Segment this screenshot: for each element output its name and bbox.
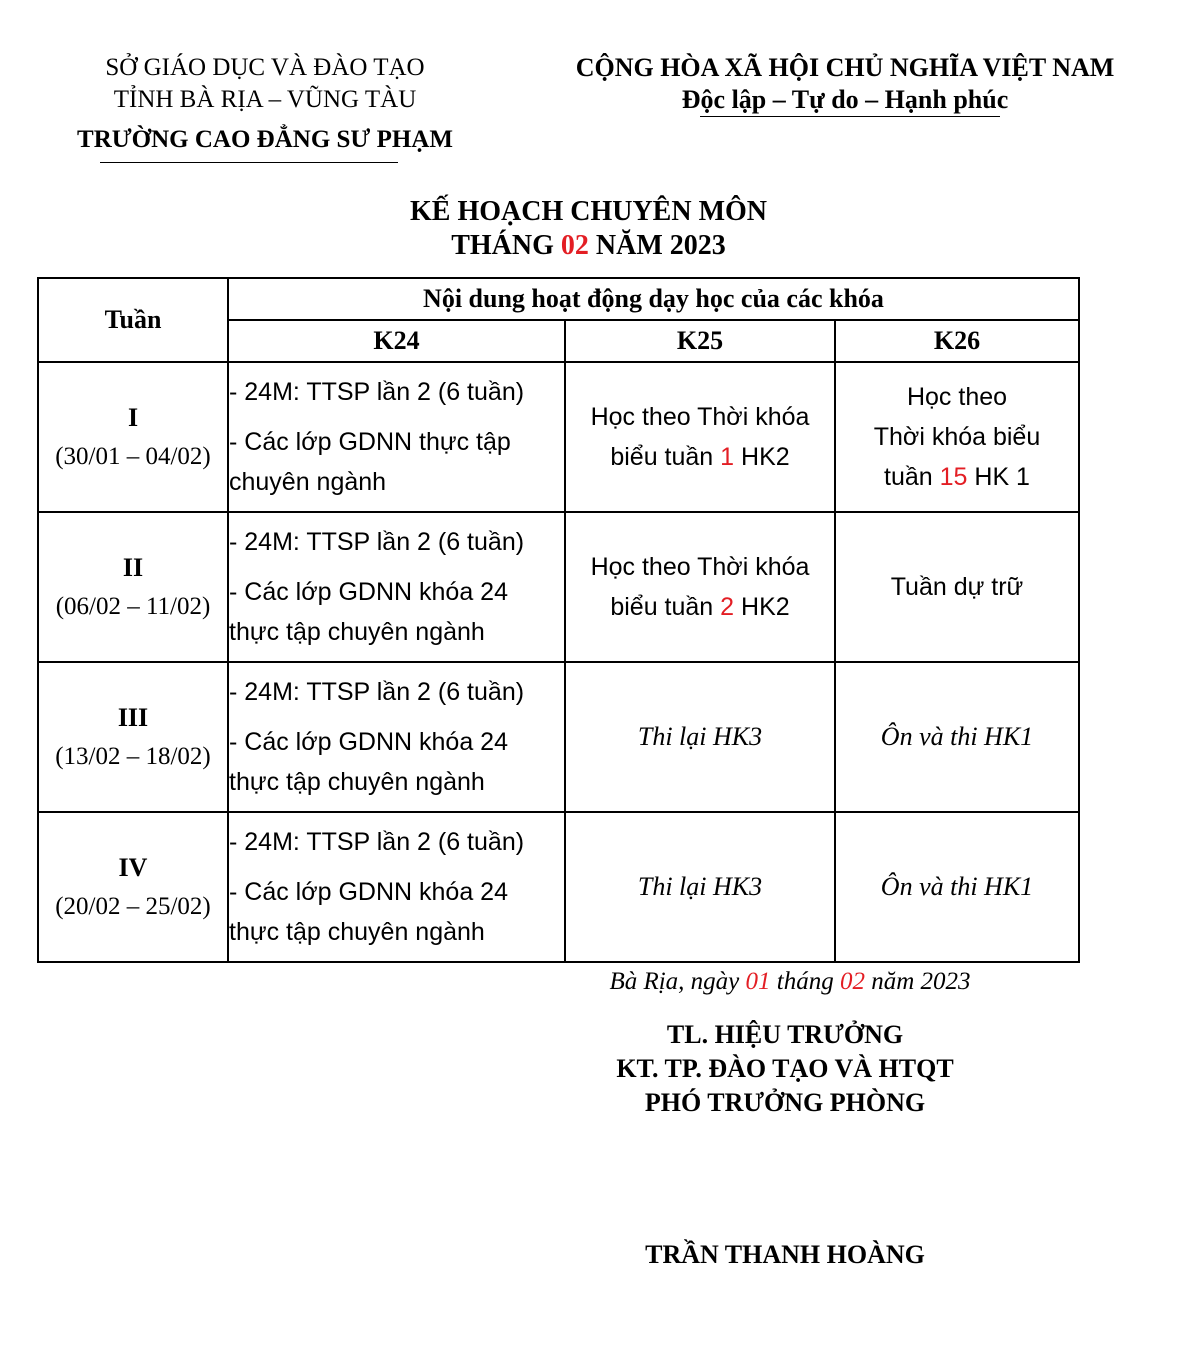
week-number: IV: [118, 852, 148, 882]
header-left: [40, 52, 490, 156]
k24-line: thực tập chuyên ngành: [229, 918, 485, 946]
table-row: [38, 812, 1079, 962]
k24-line: thực tập chuyên ngành: [229, 768, 485, 796]
group-header: Nội dung hoạt động dạy học của các khóa: [228, 278, 1079, 320]
department-name: SỞ GIÁO DỤC VÀ ĐÀO TẠO: [105, 54, 425, 81]
title-month: 02: [560, 230, 589, 261]
col-k25-header: K25: [565, 320, 835, 362]
k24-line: - 24M: TTSP lần 2 (6 tuần): [229, 378, 525, 406]
k26-text: Ôn và thi HK1: [880, 872, 1034, 901]
k24-line: - Các lớp GDNN khóa 24: [229, 728, 508, 756]
k25-text: Thi lại HK3: [637, 872, 763, 901]
k25-text: Học theo Thời khóa: [590, 403, 810, 431]
table-row: [38, 512, 1079, 662]
k25-text: biểu tuần: [610, 443, 721, 471]
week-range: (13/02 – 18/02): [55, 742, 211, 770]
k24-cell: [228, 512, 565, 662]
signatory-name: TRẦN THANH HOÀNG: [645, 1240, 925, 1269]
date-month: 02: [839, 968, 865, 995]
motto-underline: [700, 116, 1000, 117]
table-row: [38, 662, 1079, 812]
k24-cell: [228, 362, 565, 512]
k26-week-number: 15: [939, 463, 968, 491]
k26-text: Thời khóa biểu: [873, 423, 1041, 451]
k24-line: chuyên ngành: [229, 468, 387, 496]
col-k26-header: K26: [835, 320, 1079, 362]
week-cell: [38, 362, 228, 512]
k25-cell: [565, 662, 835, 812]
week-number: I: [127, 402, 139, 432]
school-underline: [100, 162, 398, 163]
signatory-line-2: KT. TP. ĐÀO TẠO VÀ HTQT: [616, 1054, 954, 1083]
header-right: [545, 52, 1145, 116]
col-k24-header: K24: [228, 320, 565, 362]
k24-line: - 24M: TTSP lần 2 (6 tuần): [229, 828, 525, 856]
k25-text: Thi lại HK3: [637, 722, 763, 751]
week-number: II: [122, 552, 144, 582]
k25-cell: [565, 812, 835, 962]
week-range: (20/02 – 25/02): [55, 892, 211, 920]
k24-line: - 24M: TTSP lần 2 (6 tuần): [229, 678, 525, 706]
title-year: NĂM 2023: [588, 230, 726, 261]
table-row: [38, 362, 1079, 512]
k25-cell: [565, 512, 835, 662]
week-number: III: [117, 702, 149, 732]
date-suffix: năm 2023: [864, 968, 971, 995]
date-day: 01: [745, 968, 771, 995]
k25-cell: [565, 362, 835, 512]
k26-text: tuần: [884, 463, 940, 491]
col-week-header: Tuần: [38, 278, 228, 362]
signatory-line-3: PHÓ TRƯỞNG PHÒNG: [644, 1088, 926, 1117]
k25-week-number: 1: [720, 443, 735, 471]
title-line-1: KẾ HOẠCH CHUYÊN MÔN: [410, 196, 767, 227]
k24-line: - Các lớp GDNN khóa 24: [229, 878, 508, 906]
k25-text: Học theo Thời khóa: [590, 553, 810, 581]
week-cell: [38, 662, 228, 812]
k24-line: - Các lớp GDNN thực tập: [229, 428, 511, 456]
signatory-line-1: TL. HIỆU TRƯỞNG: [666, 1020, 904, 1049]
k26-text: HK 1: [967, 463, 1030, 491]
k26-text: Học theo: [906, 383, 1008, 411]
signing-date: [540, 968, 1040, 996]
k26-cell: Tuần dự trữ: [835, 512, 1079, 662]
date-middle: tháng: [770, 968, 840, 995]
week-cell: [38, 512, 228, 662]
k24-line: thực tập chuyên ngành: [229, 618, 485, 646]
table-header-row-1: [38, 278, 1079, 320]
k24-line: - Các lớp GDNN khóa 24: [229, 578, 508, 606]
k25-text: biểu tuần: [610, 593, 721, 621]
plan-table: [37, 277, 1080, 963]
k24-cell: [228, 662, 565, 812]
school-name: TRƯỜNG CAO ĐẲNG SƯ PHẠM: [77, 126, 453, 153]
title-line-2: [0, 229, 1177, 263]
k26-cell: [835, 662, 1079, 812]
k26-cell: [835, 812, 1079, 962]
k26-cell: [835, 362, 1079, 512]
k24-cell: [228, 812, 565, 962]
k25-text: HK2: [734, 593, 790, 621]
week-range: (06/02 – 11/02): [55, 592, 211, 620]
k26-text: Ôn và thi HK1: [880, 722, 1034, 751]
week-cell: [38, 812, 228, 962]
k24-line: - 24M: TTSP lần 2 (6 tuần): [229, 528, 525, 556]
week-range: (30/01 – 04/02): [55, 442, 211, 470]
signatory-block: [500, 1018, 1070, 1120]
national-motto: Độc lập – Tự do – Hạnh phúc: [681, 85, 1009, 114]
date-prefix: Bà Rịa, ngày: [609, 968, 746, 995]
k25-week-number: 2: [720, 593, 735, 621]
province-name: TỈNH BÀ RỊA – VŨNG TÀU: [113, 86, 417, 113]
title-month-prefix: THÁNG: [451, 230, 561, 261]
national-title: CỘNG HÒA XÃ HỘI CHỦ NGHĨA VIỆT NAM: [575, 53, 1115, 82]
k25-text: HK2: [734, 443, 790, 471]
document-title: [0, 195, 1177, 263]
